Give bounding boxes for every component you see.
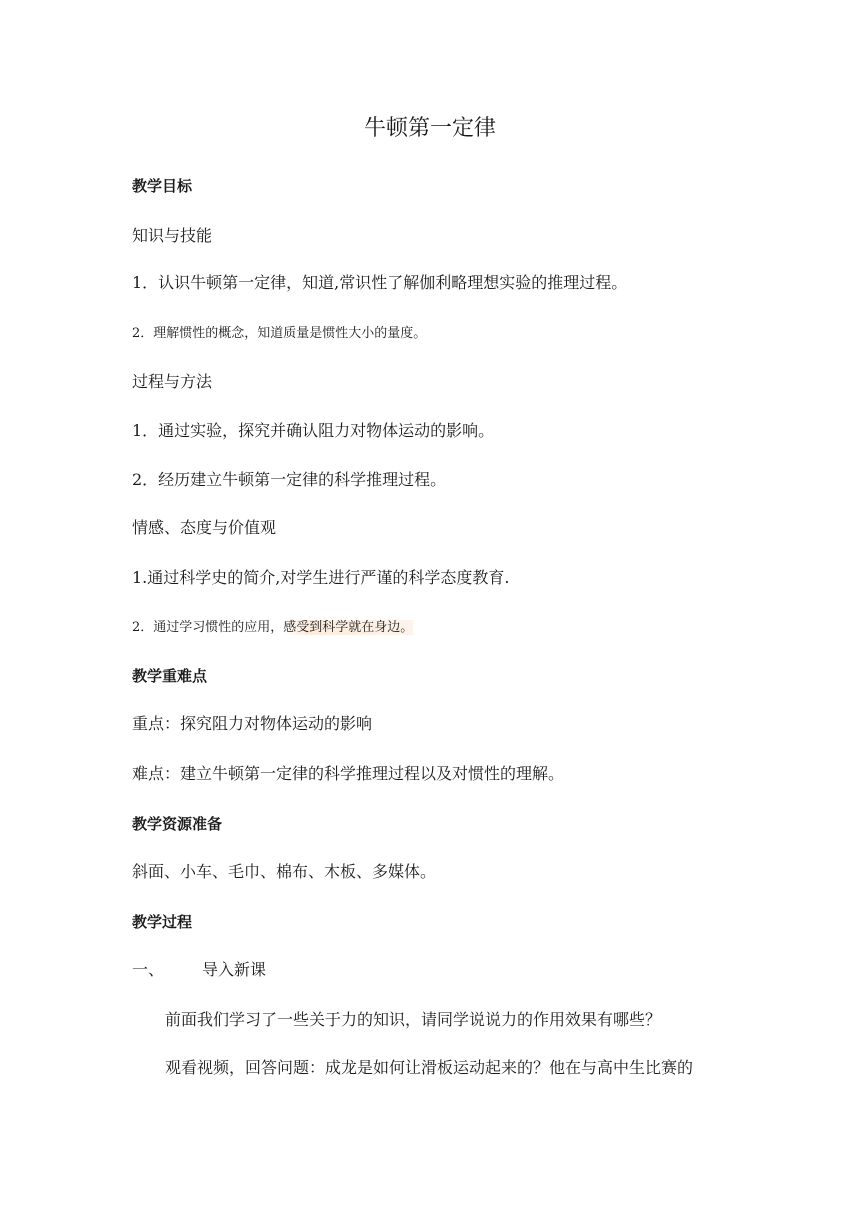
emotion-item-1: 1.通过科学史的简介,对学生进行严谨的科学态度教育. [132, 568, 510, 587]
subheading-knowledge-skills: 知识与技能 [132, 226, 213, 245]
emotion-item-2-text-highlighted: 感受到科学就在身边。 [283, 620, 414, 635]
step-title: 导入新课 [202, 960, 267, 979]
heading-key-difficult-points: 教学重难点 [132, 667, 208, 685]
procedure-step-1 [132, 960, 266, 980]
subheading-process-methods: 过程与方法 [132, 372, 213, 391]
emotion-item-2-text-a: 通过学习惯性的应用， [153, 620, 284, 635]
paragraph-1: 前面我们学习了一些关于力的知识，请同学说说力的作用效果有哪些？ [165, 1010, 662, 1029]
emotion-item-2 [132, 618, 413, 638]
paragraph-2: 观看视频，回答问题：成龙是如何让滑板运动起来的？他在与高中生比赛的 [165, 1058, 694, 1077]
knowledge-item-2: 2．理解惯性的概念，知道质量是惯性大小的量度。 [132, 326, 427, 341]
heading-teaching-resources: 教学资源准备 [132, 815, 223, 833]
process-item-2: 2．经历建立牛顿第一定律的科学推理过程。 [132, 470, 447, 489]
heading-teaching-procedure: 教学过程 [132, 913, 193, 931]
emotion-item-2-number: 2． [132, 620, 154, 635]
knowledge-item-1: 1．认识牛顿第一定律，知道,常识性了解伽利略理想实验的推理过程。 [132, 273, 628, 292]
heading-teaching-goals: 教学目标 [132, 177, 193, 195]
step-number: 一、 [132, 960, 165, 979]
subheading-emotion-values: 情感、态度与价值观 [132, 518, 277, 537]
key-point: 重点：探究阻力对物体运动的影响 [132, 714, 373, 733]
document-title: 牛顿第一定律 [363, 116, 496, 141]
process-item-1: 1．通过实验，探究并确认阻力对物体运动的影响。 [132, 421, 495, 440]
resources-list: 斜面、小车、毛巾、棉布、木板、多媒体。 [132, 862, 437, 881]
difficult-point: 难点：建立牛顿第一定律的科学推理过程以及对惯性的理解。 [132, 764, 565, 783]
